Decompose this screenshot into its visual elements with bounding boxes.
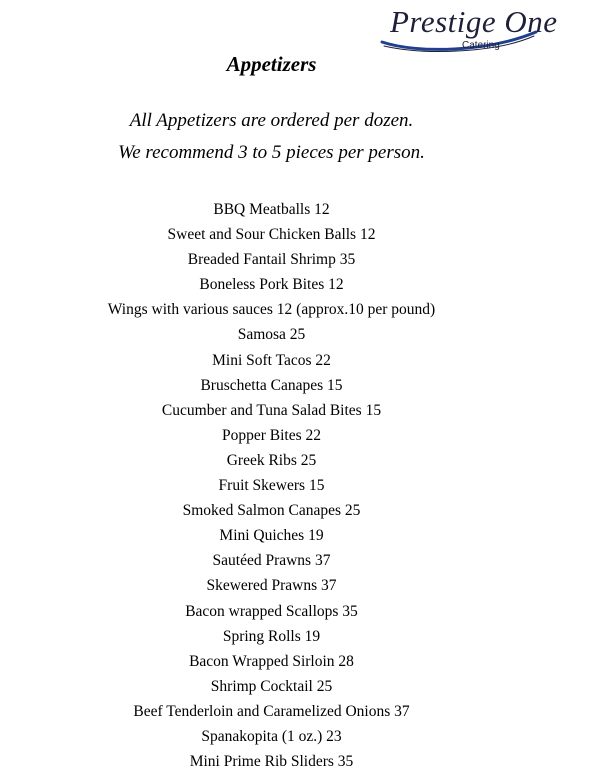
company-logo bbox=[378, 2, 558, 56]
list-item: Skewered Prawns 37 bbox=[206, 577, 337, 595]
ordering-note: All Appetizers are ordered per dozen. bbox=[129, 110, 414, 131]
appetizer-list bbox=[0, 197, 543, 774]
list-item: Bacon Wrapped Sirloin 28 bbox=[189, 652, 354, 670]
list-item: Fruit Skewers 15 bbox=[218, 477, 325, 495]
list-item: Popper Bites 22 bbox=[221, 426, 322, 444]
list-item: Sweet and Sour Chicken Balls 12 bbox=[167, 226, 376, 244]
logo-tagline: Catering bbox=[462, 40, 500, 51]
list-item: Samosa 25 bbox=[237, 326, 306, 344]
list-item: Wings with various sauces 12 (approx.10 per pound) bbox=[107, 301, 436, 319]
list-item: Mini Soft Tacos 22 bbox=[212, 351, 331, 369]
list-item: Mini Prime Rib Sliders 35 bbox=[189, 753, 354, 771]
list-item: Shrimp Cocktail 25 bbox=[210, 677, 333, 695]
list-item: Bacon wrapped Scallops 35 bbox=[185, 602, 358, 620]
recommendation-note: We recommend 3 to 5 pieces per person. bbox=[118, 142, 425, 163]
list-item: Boneless Pork Bites 12 bbox=[199, 276, 344, 294]
list-item: Cucumber and Tuna Salad Bites 15 bbox=[161, 401, 382, 419]
list-item: Smoked Salmon Canapes 25 bbox=[182, 502, 361, 520]
list-item: BBQ Meatballs 12 bbox=[213, 201, 330, 218]
list-item: Spring Rolls 19 bbox=[222, 627, 321, 645]
list-item: Bruschetta Canapes 15 bbox=[200, 376, 343, 394]
page-title: Appetizers bbox=[226, 52, 317, 76]
list-item: Spanakopita (1 oz.) 23 bbox=[201, 727, 342, 745]
list-item: Sautéed Prawns 37 bbox=[212, 552, 331, 570]
list-item: Beef Tenderloin and Caramelized Onions 37 bbox=[133, 702, 410, 720]
logo-name: Prestige One bbox=[390, 4, 558, 39]
list-item: Mini Quiches 19 bbox=[219, 527, 324, 545]
list-item: Greek Ribs 25 bbox=[226, 451, 317, 469]
list-item: Breaded Fantail Shrimp 35 bbox=[187, 251, 356, 269]
